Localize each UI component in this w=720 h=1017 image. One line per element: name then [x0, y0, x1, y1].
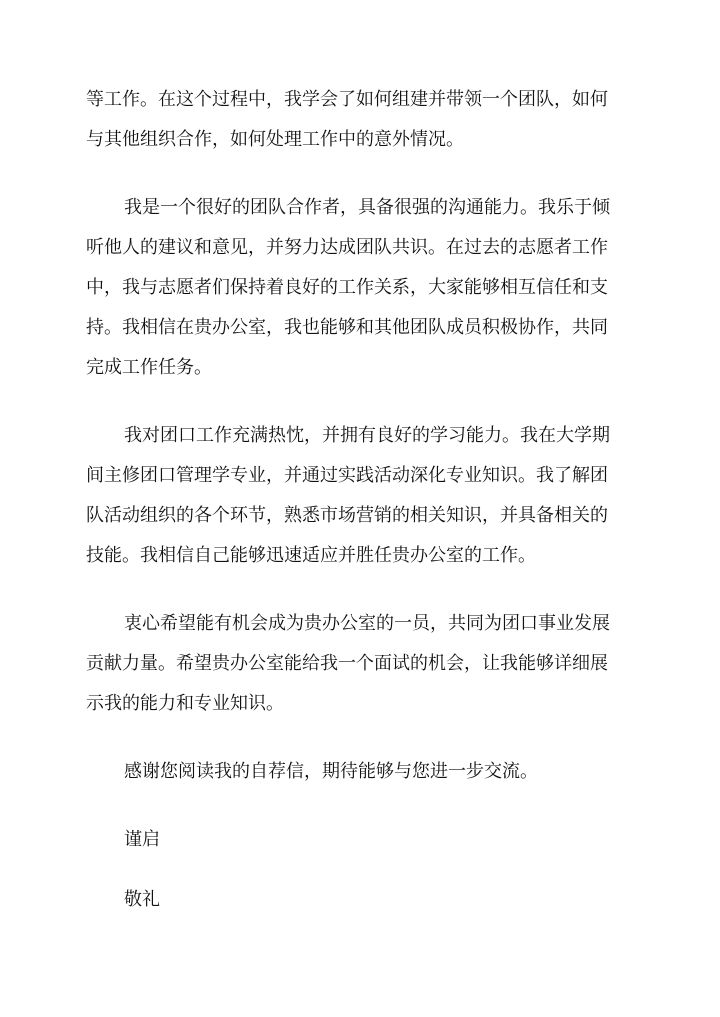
text-line: 完成工作任务。	[86, 357, 212, 378]
text-line: 我是一个很好的团队合作者，具备很强的沟通能力。我乐于倾	[124, 197, 610, 218]
text-line: 间主修团口管理学专业，并通过实践活动深化专业知识。我了解团	[86, 465, 608, 486]
text-line: 持。我相信在贵办公室，我也能够和其他团队成员积极协作，共同	[86, 317, 608, 338]
closing-salute: 敬礼	[124, 889, 160, 910]
text-line: 听他人的建议和意见，并努力达成团队共识。在过去的志愿者工作	[86, 237, 608, 258]
text-line: 与其他组织合作，如何处理工作中的意外情况。	[86, 129, 464, 150]
text-line: 示我的能力和专业知识。	[86, 693, 284, 714]
text-line: 衷心希望能有机会成为贵办公室的一员，共同为团口事业发展	[124, 613, 610, 634]
text-line: 队活动组织的各个环节，熟悉市场营销的相关知识，并具备相关的	[86, 505, 608, 526]
text-line: 等工作。在这个过程中，我学会了如何组建并带领一个团队，如何	[86, 89, 608, 110]
text-line: 感谢您阅读我的自荐信，期待能够与您进一步交流。	[124, 761, 538, 782]
paragraph-thanks	[86, 752, 646, 792]
letter-body	[86, 80, 646, 920]
paragraph-continuation	[86, 80, 646, 160]
text-line: 技能。我相信自己能够迅速适应并胜任贵办公室的工作。	[86, 545, 536, 566]
text-line: 我对团口工作充满热忱，并拥有良好的学习能力。我在大学期	[124, 425, 610, 446]
closing-respectfully: 谨启	[124, 829, 160, 850]
text-line: 中，我与志愿者们保持着良好的工作关系，大家能够相互信任和支	[86, 277, 608, 298]
paragraph-passion	[86, 416, 646, 576]
text-line: 贡献力量。希望贵办公室能给我一个面试的机会，让我能够详细展	[86, 653, 608, 674]
paragraph-hope	[86, 604, 646, 724]
paragraph-teamwork	[86, 188, 646, 388]
